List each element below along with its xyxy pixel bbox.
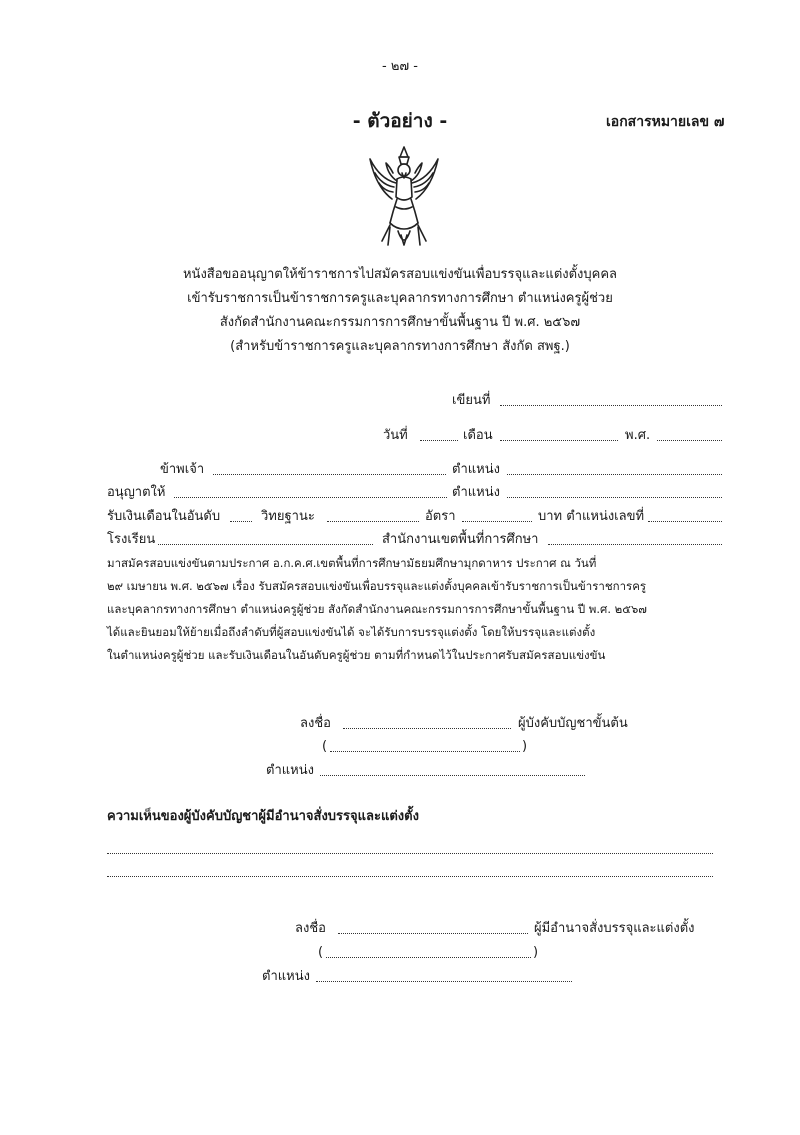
year-field[interactable]: [657, 440, 722, 441]
month-label: เดือน: [463, 428, 493, 443]
page-number: - ๒๗ -: [382, 59, 418, 74]
signature1-position-field[interactable]: [320, 775, 585, 776]
i-label: ข้าพเจ้า: [160, 462, 205, 477]
signature2-name-field[interactable]: [326, 957, 531, 958]
position-field-1[interactable]: [507, 474, 722, 475]
rate-label: อัตรา: [425, 509, 456, 524]
date-day-field[interactable]: [420, 440, 458, 441]
document-number: เอกสารหมายเลข ๗: [606, 114, 725, 130]
body-line-2: ๒๙ เมษายน พ.ศ. ๒๕๖๗ เรื่อง รับสมัครสอบแข่งขันเพื่อบรรจุและแต่งตั้งบุคคลเข้ารับราชการเป็นข้าราชการครู: [107, 579, 647, 593]
signature1-sign-field[interactable]: [343, 728, 511, 729]
title-line-2: เข้ารับราชการเป็นข้าราชการครูและบุคลากรทางการศึกษา ตำแหน่งครูผู้ช่วย: [187, 291, 613, 306]
signature1-paren-close: ): [522, 739, 528, 754]
body-line-4: ได้และยินยอมให้ย้ายเมื่อถึงลำดับที่ผู้สอบแข่งขันได้ จะได้รับการบรรจุแต่งตั้ง โดยให้บรรจุและแต่งตั้ง: [107, 625, 596, 639]
example-label: - ตัวอย่าง -: [352, 110, 448, 132]
signature1-sign-label: ลงชื่อ: [300, 716, 331, 731]
signature2-sign-field[interactable]: [338, 933, 528, 934]
title-line-4: (สำหรับข้าราชการครูและบุคลากรทางการศึกษา สังกัด สพฐ.): [230, 339, 570, 354]
opinion-heading: ความเห็นของผู้บังคับบัญชาผู้มีอำนาจสั่งบรรจุและแต่งตั้ง: [107, 809, 419, 824]
signature2-position-field[interactable]: [316, 981, 572, 982]
signature2-position-label: ตำแหน่ง: [262, 969, 310, 984]
year-label: พ.ศ.: [625, 428, 651, 443]
date-day-label: วันที่: [383, 428, 408, 443]
school-field[interactable]: [158, 544, 373, 545]
permit-name-field[interactable]: [174, 497, 447, 498]
permit-label: อนุญาตให้: [107, 485, 166, 500]
rate-field[interactable]: [462, 521, 532, 522]
area-office-label: สำนักงานเขตพื้นที่การศึกษา: [382, 532, 539, 547]
signature2-paren-close: ): [533, 945, 539, 960]
position-label-1: ตำแหน่ง: [452, 462, 500, 477]
signature1-position-label: ตำแหน่ง: [266, 763, 314, 778]
salary-level-label: รับเงินเดือนในอันดับ: [107, 509, 221, 524]
position-label-2: ตำแหน่ง: [452, 485, 500, 500]
signature2-sign-label: ลงชื่อ: [295, 921, 326, 936]
signature1-name-field[interactable]: [330, 751, 520, 752]
opinion-line-2[interactable]: [107, 876, 713, 877]
school-label: โรงเรียน: [107, 532, 156, 547]
academic-standing-field[interactable]: [327, 521, 419, 522]
body-line-1: มาสมัครสอบแข่งขันตามประกาศ อ.ก.ค.ศ.เขตพื้นที่การศึกษามัธยมศึกษามุกดาหาร ประกาศ ณ วันที่: [107, 556, 597, 570]
academic-standing-label: วิทยฐานะ: [261, 509, 315, 524]
area-office-field[interactable]: [548, 544, 722, 545]
title-line-3: สังกัดสำนักงานคณะกรรมการการศึกษาขั้นพื้นฐาน ปี พ.ศ. ๒๕๖๗: [219, 315, 581, 330]
month-field[interactable]: [500, 440, 618, 441]
opinion-line-1[interactable]: [107, 853, 713, 854]
position-number-field[interactable]: [648, 521, 722, 522]
name-field[interactable]: [213, 474, 446, 475]
body-line-3: และบุคลากรทางการศึกษา ตำแหน่งครูผู้ช่วย สังกัดสำนักงานคณะกรรมการการศึกษาขั้นพื้นฐาน ปี พ.ศ. ๒๕๖๗: [107, 602, 647, 616]
garuda-emblem-icon: [366, 145, 442, 251]
written-at-label: เขียนที่: [452, 393, 491, 408]
title-line-1: หนังสือขออนุญาตให้ข้าราชการไปสมัครสอบแข่งขันเพื่อบรรจุและแต่งตั้งบุคคล: [182, 267, 618, 282]
salary-level-field[interactable]: [230, 521, 252, 522]
written-at-field[interactable]: [500, 405, 722, 406]
signature1-role: ผู้บังคับบัญชาขั้นต้น: [518, 716, 628, 731]
signature1-paren-open: (: [322, 739, 328, 754]
baht-position-no-label: บาท ตำแหน่งเลขที่: [538, 509, 645, 524]
signature2-paren-open: (: [318, 945, 324, 960]
signature2-role: ผู้มีอำนาจสั่งบรรจุและแต่งตั้ง: [534, 921, 695, 936]
position-field-2[interactable]: [507, 497, 722, 498]
body-line-5: ในตำแหน่งครูผู้ช่วย และรับเงินเดือนในอันดับครูผู้ช่วย ตามที่กำหนดไว้ในประกาศรับสมัครสอบแข่งขัน: [107, 648, 606, 662]
